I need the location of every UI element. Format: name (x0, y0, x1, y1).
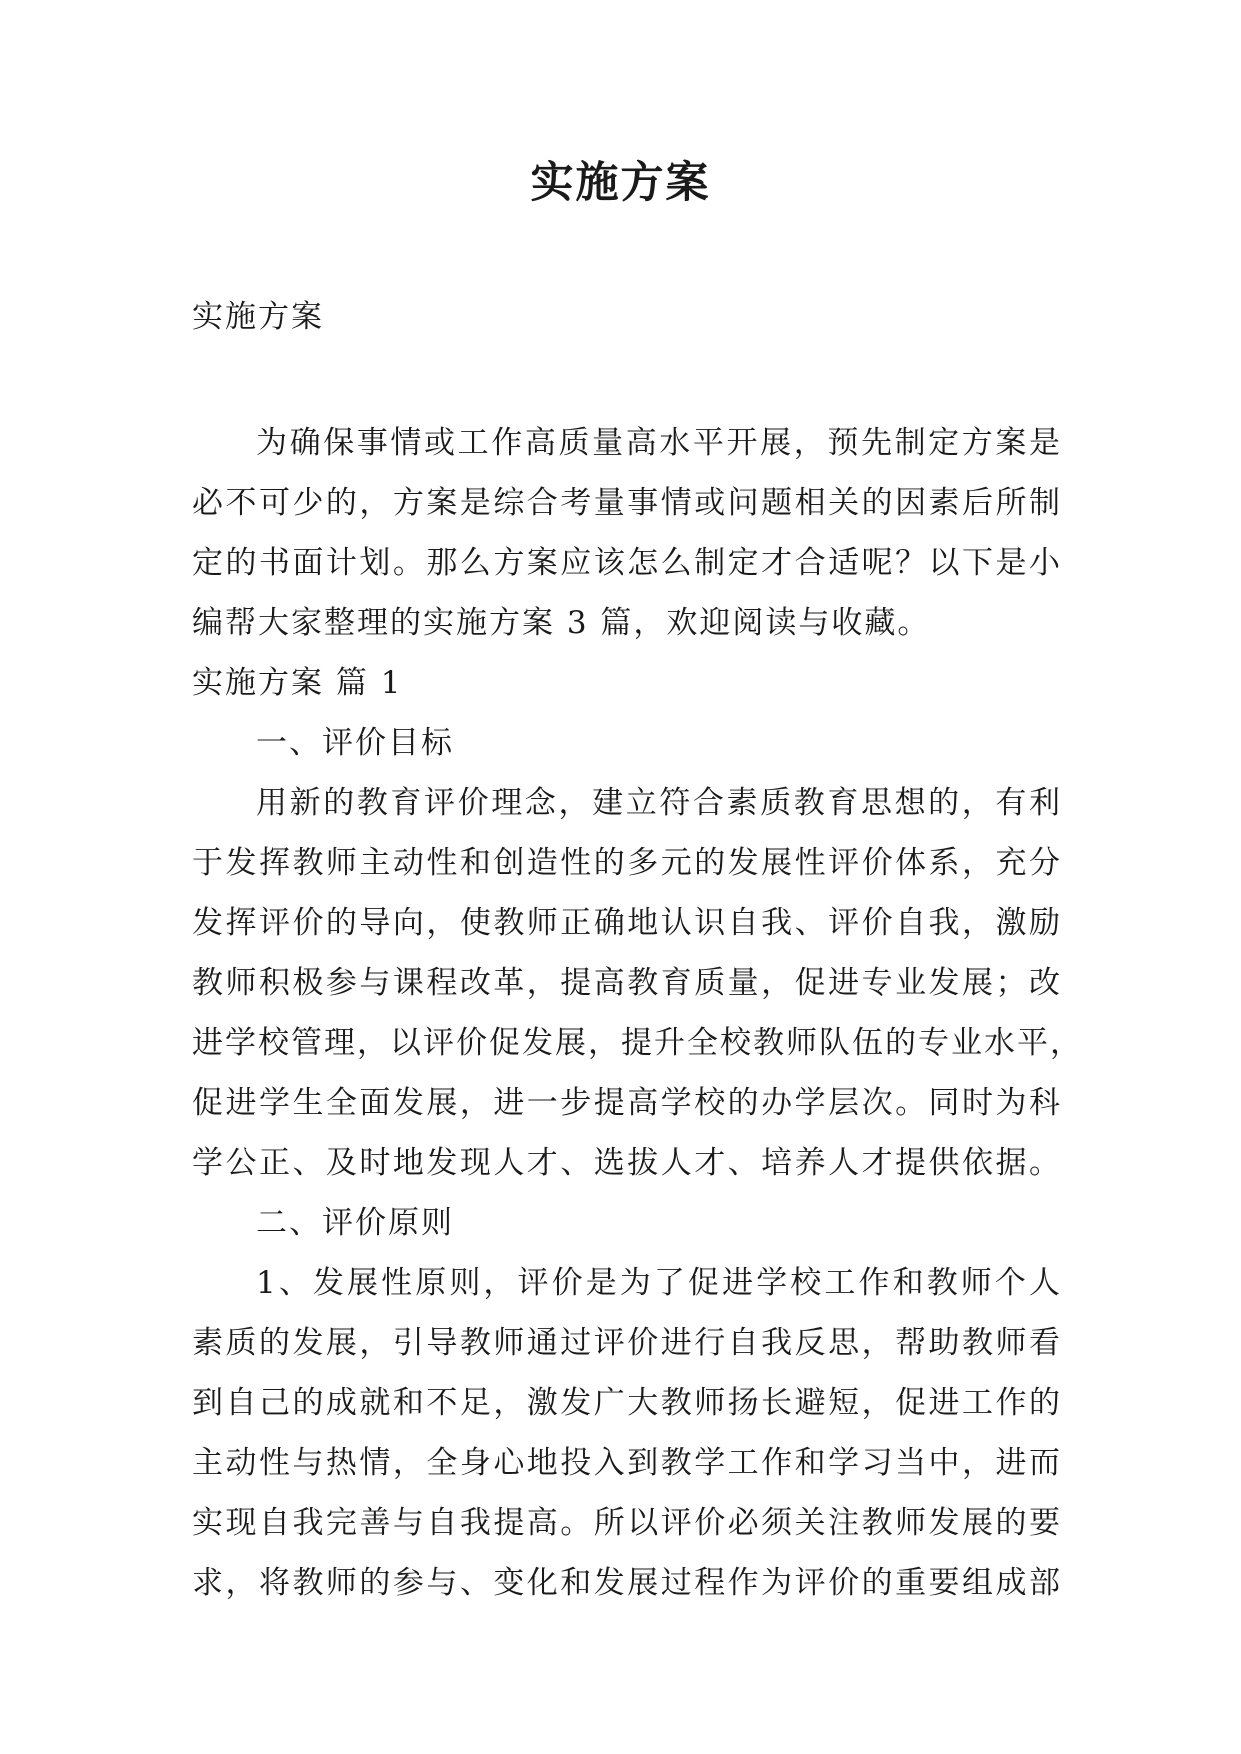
paragraph-line: 发挥评价的导向，使教师正确地认识自我、评价自我，激励 (192, 905, 1062, 941)
paragraph-line: 于发挥教师主动性和创造性的多元的发展性评价体系，充分 (192, 845, 1062, 881)
paragraph-line: 进学校管理，以评价促发展，提升全校教师队伍的专业水平， (192, 1025, 1083, 1061)
paragraph-line: 素质的发展，引导教师通过评价进行自我反思，帮助教师看 (192, 1325, 1062, 1361)
paragraph-line: 主动性与热情，全身心地投入到教学工作和学习当中，进而 (192, 1445, 1062, 1481)
section2-paragraph (192, 1253, 1062, 1613)
paragraph-line: 学公正、及时地发现人才、选拔人才、培养人才提供依据。 (192, 1145, 1062, 1181)
intro-paragraph (192, 413, 1062, 653)
paragraph-line: 必不可少的，方案是综合考量事情或问题相关的因素后所制 (192, 485, 1062, 521)
document-body (192, 287, 1083, 1613)
paragraph-line: 教师积极参与课程改革，提高教育质量，促进专业发展；改 (192, 965, 1062, 1001)
paragraph-line: 定的书面计划。那么方案应该怎么制定才合适呢？以下是小 (192, 545, 1062, 581)
section-heading: 二、评价原则 (256, 1205, 454, 1241)
section1-paragraph (192, 773, 1083, 1193)
section-heading: 一、评价目标 (256, 725, 454, 761)
paragraph-line: 编帮大家整理的实施方案 3 篇，欢迎阅读与收藏。 (192, 605, 931, 641)
spacer (192, 347, 1062, 413)
paragraph-line: 1、发展性原则，评价是为了促进学校工作和教师个人 (256, 1265, 1062, 1301)
paragraph-line: 促进学生全面发展，进一步提高学校的办学层次。同时为科 (192, 1085, 1062, 1121)
document-subtitle: 实施方案 (192, 299, 324, 335)
paragraph-line: 用新的教育评价理念，建立符合素质教育思想的，有利 (256, 785, 1062, 821)
paragraph-line: 到自己的成就和不足，激发广大教师扬长避短，促进工作的 (192, 1385, 1062, 1421)
document-title: 实施方案 (530, 158, 711, 208)
chapter-heading: 实施方案 篇 1 (192, 665, 403, 701)
paragraph-line: 求，将教师的参与、变化和发展过程作为评价的重要组成部 (192, 1565, 1062, 1601)
paragraph-line: 为确保事情或工作高质量高水平开展，预先制定方案是 (256, 425, 1062, 461)
paragraph-line: 实现自我完善与自我提高。所以评价必须关注教师发展的要 (192, 1505, 1062, 1541)
